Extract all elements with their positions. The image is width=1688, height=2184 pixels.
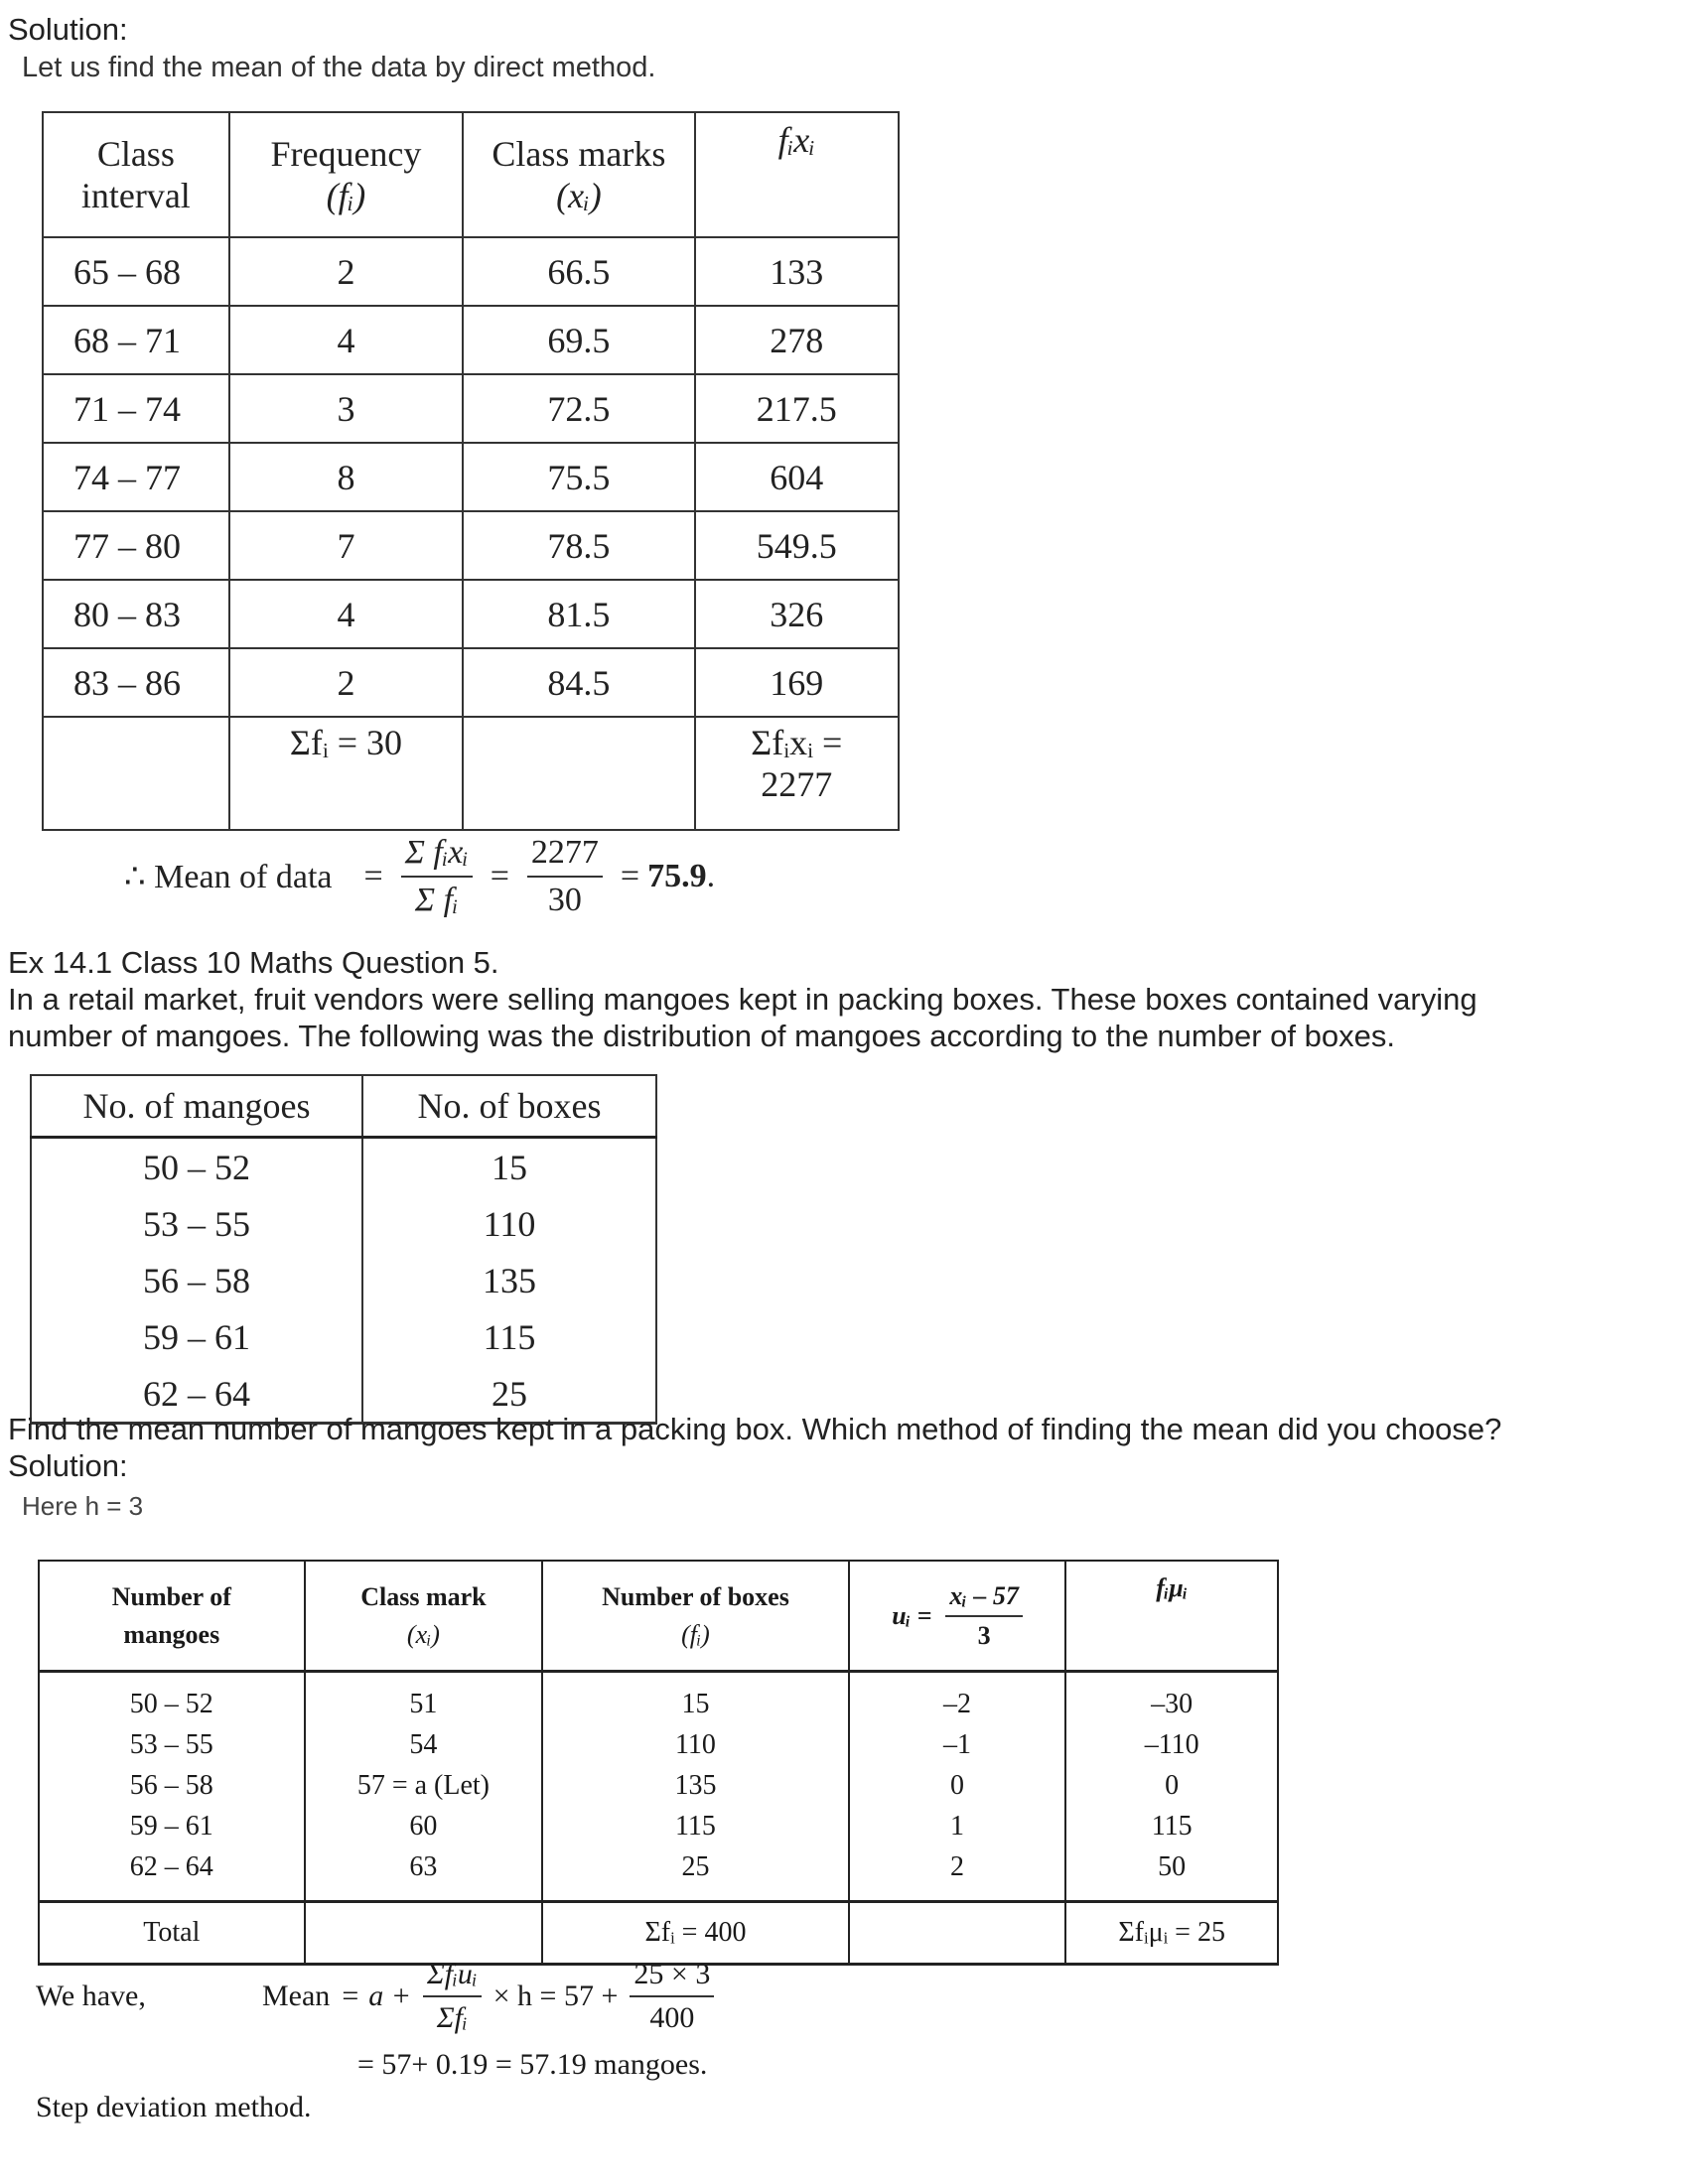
cell-empty	[305, 1902, 543, 1965]
cell-sum-f: Σfᵢ = 30	[229, 717, 464, 830]
cell-interval: 83 – 86	[43, 648, 229, 717]
table-row	[39, 1846, 1278, 1902]
table-total-row	[39, 1902, 1278, 1965]
fraction-sum-fx-over-sum-f	[401, 834, 473, 919]
cell-class-mark: 51	[305, 1672, 543, 1725]
cell-empty	[849, 1902, 1066, 1965]
table-row	[43, 580, 899, 648]
mean-label: Mean	[262, 1979, 331, 2012]
table-row	[31, 1252, 656, 1308]
cell-interval: 65 – 68	[43, 237, 229, 306]
cell-empty	[463, 717, 694, 830]
cell-total-label: Total	[39, 1902, 305, 1965]
cell-fu: 0	[1065, 1765, 1278, 1806]
cell-u: 1	[849, 1806, 1066, 1846]
question-text-line2: number of mangoes. The following was the distribution of mangoes according to the number of boxes.	[8, 1019, 1395, 1053]
cell-interval: 71 – 74	[43, 374, 229, 443]
cell-boxes: 135	[542, 1765, 849, 1806]
header-no-of-mangoes: No. of mangoes	[31, 1075, 362, 1138]
fraction-denominator: Σfᵢ	[436, 2001, 468, 2034]
mean-result-line: = 57+ 0.19 = 57.19 mangoes.	[357, 2048, 708, 2081]
header-fx	[695, 112, 899, 237]
cell-frequency: 8	[229, 443, 464, 511]
cell-class-mark: 75.5	[463, 443, 694, 511]
cell-empty	[43, 717, 229, 830]
cell-sum-fx	[695, 717, 899, 830]
header-line: Class mark	[360, 1581, 487, 1611]
question-text-line1: In a retail market, fruit vendors were selling mangoes kept in packing boxes. These boxes contained varying	[8, 982, 1477, 1017]
cell-interval: 77 – 80	[43, 511, 229, 580]
header-line: interval	[80, 176, 191, 215]
question-title: Ex 14.1 Class 10 Maths Question 5.	[8, 945, 499, 980]
cell-frequency: 7	[229, 511, 464, 580]
header-line: (fᵢ)	[326, 176, 366, 215]
fraction-numerator: Σfᵢuᵢ	[423, 1958, 482, 1997]
header-class-mark	[305, 1561, 543, 1672]
table-row	[43, 237, 899, 306]
table-row	[39, 1806, 1278, 1846]
table-row	[43, 374, 899, 443]
cell-mangoes: 56 – 58	[31, 1252, 362, 1308]
header-number-of-boxes	[542, 1561, 849, 1672]
fraction-denominator: Σ fᵢ	[414, 882, 459, 918]
fraction-denominator: 30	[547, 882, 582, 918]
header-line: Number of	[111, 1581, 231, 1611]
formula-equals: =	[363, 858, 383, 894]
formula-suffix: .	[706, 858, 716, 894]
fraction-denominator: 400	[649, 2001, 695, 2034]
table-header-row	[39, 1561, 1278, 1672]
cell-boxes: 25	[362, 1365, 656, 1424]
table-row	[43, 511, 899, 580]
fraction-numerator: 25 × 3	[630, 1958, 714, 1997]
cell-class-mark: 60	[305, 1806, 543, 1846]
frequency-table	[42, 111, 900, 831]
solution-intro: Let us find the mean of the data by direct method.	[22, 52, 656, 83]
cell-mangoes: 56 – 58	[39, 1765, 305, 1806]
formula-equals: =	[490, 858, 509, 894]
cell-u: 0	[849, 1765, 1066, 1806]
cell-class-mark: 54	[305, 1724, 543, 1765]
cell-boxes: 15	[362, 1138, 656, 1196]
header-line: Number of boxes	[602, 1581, 789, 1611]
header-line: Class marks	[492, 134, 666, 174]
mean-result: 75.9	[647, 858, 707, 894]
u-fraction	[945, 1581, 1022, 1651]
fraction-numerator: Σ fᵢxᵢ	[401, 834, 473, 878]
cell-sum-f: Σfᵢ = 400	[542, 1902, 849, 1965]
u-lhs: uᵢ =	[892, 1600, 932, 1630]
header-no-of-boxes: No. of boxes	[362, 1075, 656, 1138]
cell-class-mark: 81.5	[463, 580, 694, 648]
cell-u: –1	[849, 1724, 1066, 1765]
header-line: (xᵢ)	[406, 1619, 440, 1649]
cell-interval: 80 – 83	[43, 580, 229, 648]
mango-distribution-table	[30, 1074, 657, 1425]
sum-fx-line1: Σfᵢxᵢ =	[751, 723, 843, 762]
cell-mangoes: 59 – 61	[31, 1308, 362, 1365]
header-class-interval	[43, 112, 229, 237]
cell-mangoes: 62 – 64	[31, 1365, 362, 1424]
cell-frequency: 2	[229, 237, 464, 306]
cell-fx: 326	[695, 580, 899, 648]
table-row	[43, 648, 899, 717]
cell-fu: –110	[1065, 1724, 1278, 1765]
header-line: (xᵢ)	[556, 176, 602, 215]
step-deviation-table	[38, 1560, 1279, 1966]
table-row	[39, 1765, 1278, 1806]
fraction-denominator: 3	[977, 1620, 991, 1650]
step-size-note: Here h = 3	[22, 1491, 144, 1521]
cell-class-mark: 72.5	[463, 374, 694, 443]
table-header-row	[31, 1075, 656, 1138]
cell-boxes: 110	[362, 1195, 656, 1252]
cell-class-mark: 57 = a (Let)	[305, 1765, 543, 1806]
mean-formula	[124, 834, 715, 919]
cell-class-mark: 84.5	[463, 648, 694, 717]
formula-a-plus: a +	[368, 1979, 411, 2012]
header-line: fᵢμᵢ	[1156, 1573, 1189, 1602]
cell-boxes: 110	[542, 1724, 849, 1765]
cell-boxes: 15	[542, 1672, 849, 1725]
header-line: mangoes	[123, 1619, 220, 1649]
cell-u: –2	[849, 1672, 1066, 1725]
formula-times-h: × h = 57 +	[492, 1979, 619, 2012]
cell-class-mark: 78.5	[463, 511, 694, 580]
cell-fx: 278	[695, 306, 899, 374]
solution-heading: Solution:	[8, 12, 128, 47]
fraction-sum-fu-over-sum-f	[423, 1958, 482, 2035]
cell-mangoes: 62 – 64	[39, 1846, 305, 1902]
method-answer: Step deviation method.	[36, 2091, 312, 2123]
fraction-numerator: 2277	[527, 834, 603, 878]
formula-equals: =	[342, 1979, 359, 2012]
cell-class-mark: 66.5	[463, 237, 694, 306]
fraction-numerator: xᵢ – 57	[945, 1581, 1022, 1617]
cell-boxes: 25	[542, 1846, 849, 1902]
cell-mangoes: 59 – 61	[39, 1806, 305, 1846]
formula-lead: We have,	[36, 1979, 146, 2012]
cell-interval: 68 – 71	[43, 306, 229, 374]
header-line: (fᵢ)	[681, 1619, 710, 1649]
header-u	[849, 1561, 1066, 1672]
cell-frequency: 4	[229, 580, 464, 648]
cell-frequency: 3	[229, 374, 464, 443]
header-fu	[1065, 1561, 1278, 1672]
cell-mangoes: 53 – 55	[31, 1195, 362, 1252]
cell-interval: 74 – 77	[43, 443, 229, 511]
cell-fx: 217.5	[695, 374, 899, 443]
cell-boxes: 135	[362, 1252, 656, 1308]
solution-heading-2: Solution:	[8, 1448, 128, 1483]
header-class-marks	[463, 112, 694, 237]
table-row	[39, 1672, 1278, 1725]
cell-boxes: 115	[362, 1308, 656, 1365]
cell-fu: 115	[1065, 1806, 1278, 1846]
header-frequency	[229, 112, 464, 237]
cell-frequency: 4	[229, 306, 464, 374]
header-number-of-mangoes	[39, 1561, 305, 1672]
table-row	[43, 306, 899, 374]
header-line: fᵢxᵢ	[777, 120, 815, 160]
cell-fu: 50	[1065, 1846, 1278, 1902]
cell-fx: 549.5	[695, 511, 899, 580]
question-prompt: Find the mean number of mangoes kept in a packing box. Which method of finding the mean did you choose?	[8, 1412, 1502, 1446]
cell-sum-fu: Σfᵢμᵢ = 25	[1065, 1902, 1278, 1965]
fraction-75-over-400	[630, 1958, 714, 2035]
cell-class-mark: 63	[305, 1846, 543, 1902]
sum-fx-line2: 2277	[761, 764, 833, 804]
table-header-row	[43, 112, 899, 237]
cell-mangoes: 50 – 52	[39, 1672, 305, 1725]
cell-boxes: 115	[542, 1806, 849, 1846]
header-line: Frequency	[270, 134, 422, 174]
table-row	[39, 1724, 1278, 1765]
table-sum-row	[43, 717, 899, 830]
table-row	[31, 1138, 656, 1196]
header-line: Class	[96, 134, 175, 174]
formula-prefix: ∴ Mean of data	[124, 859, 333, 895]
cell-u: 2	[849, 1846, 1066, 1902]
table-row	[43, 443, 899, 511]
cell-fx: 133	[695, 237, 899, 306]
cell-fx: 604	[695, 443, 899, 511]
table-row	[31, 1195, 656, 1252]
table-row	[31, 1308, 656, 1365]
cell-frequency: 2	[229, 648, 464, 717]
step-deviation-formula	[36, 1958, 714, 2035]
cell-mangoes: 53 – 55	[39, 1724, 305, 1765]
cell-fu: –30	[1065, 1672, 1278, 1725]
cell-mangoes: 50 – 52	[31, 1138, 362, 1196]
fraction-2277-over-30	[527, 834, 603, 919]
cell-class-mark: 69.5	[463, 306, 694, 374]
cell-fx: 169	[695, 648, 899, 717]
formula-equals: =	[620, 858, 640, 894]
